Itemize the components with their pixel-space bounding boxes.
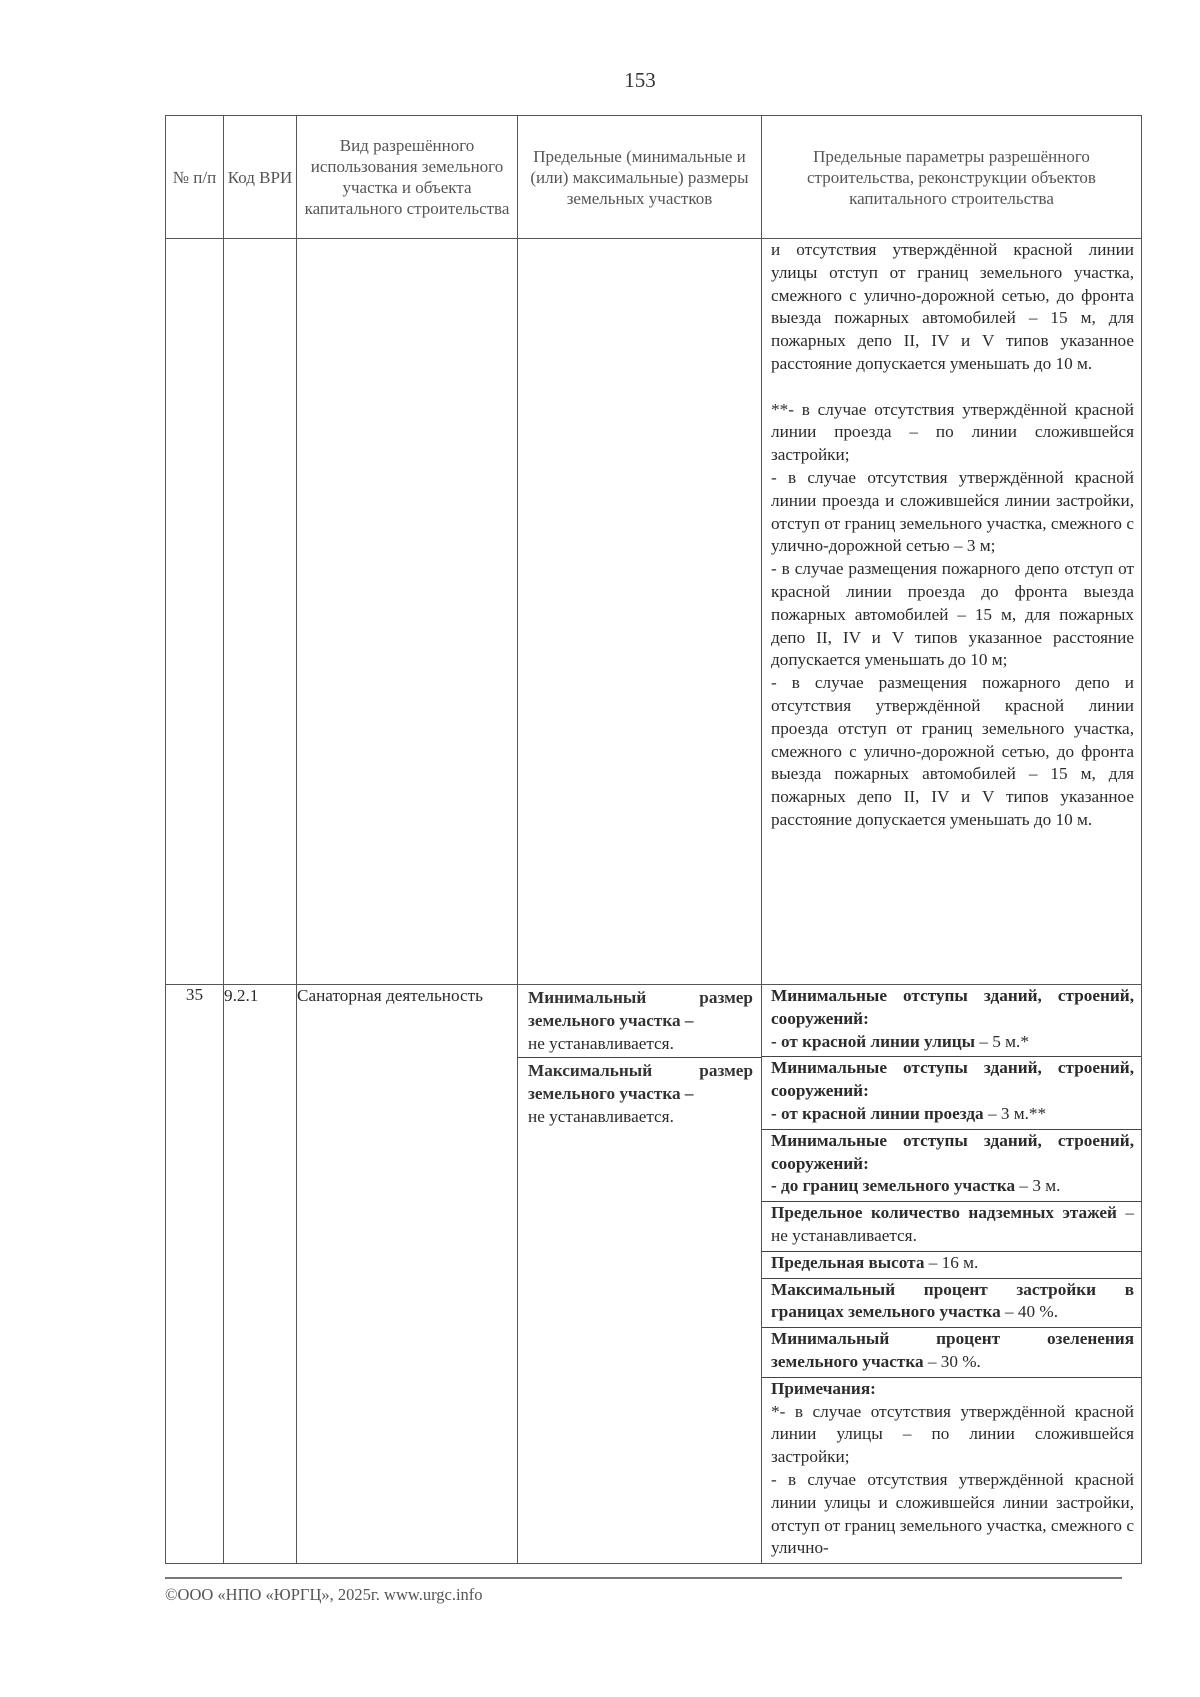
row-code: 9.2.1: [224, 985, 297, 1564]
table-row-35: [166, 985, 1142, 1564]
param-floors: [762, 1202, 1141, 1252]
param-setback-boundary: [762, 1130, 1141, 1202]
notes-block: [762, 1378, 1141, 1563]
header-num: № п/п: [166, 116, 224, 239]
cont-paragraph-3: - в случае отсутствия утверждённой красной линии проезда и сложившейся линии застройки, отступ от границ земельного участка, смежного с улично-дорожной сетью – 3 м;: [771, 467, 1134, 556]
note-1: *- в случае отсутствия утверждённой красной линии улицы – по линии сложившейся застройки;: [771, 1401, 1134, 1467]
param-sub: - от красной линии проезда: [771, 1103, 984, 1123]
param-heading: Минимальные отступы зданий, строений, сооружений:: [771, 1058, 1134, 1101]
row-sizes-cell: [518, 985, 762, 1564]
cont-code-cell: [224, 239, 297, 985]
param-heading: Минимальный процент озеленения земельного участка: [771, 1329, 1134, 1371]
cont-kind-cell: [297, 239, 518, 985]
param-sub: - до границ земельного участка: [771, 1176, 1016, 1196]
header-sizes: Предельные (минимальные и (или) максимальные) размеры земельных участков: [518, 116, 762, 239]
param-setback-street: [762, 985, 1141, 1057]
min-size-block: [518, 985, 761, 1058]
notes-title: Примечания:: [771, 1378, 876, 1398]
param-value: – 30 %.: [923, 1351, 981, 1371]
regulations-table: [165, 115, 1142, 1564]
note-2: - в случае отсутствия утверждённой красной линии улицы и сложившейся линии застройки, отступ от границ земельного участка, смежного с улично-: [771, 1469, 1134, 1558]
param-height: [762, 1252, 1141, 1279]
footer-divider: [165, 1577, 1122, 1579]
param-coverage: [762, 1279, 1141, 1329]
row-params-cell: [762, 985, 1142, 1564]
footer-copyright: ©ООО «НПО «ЮРГЦ», 2025г. www.urgc.info: [165, 1585, 483, 1604]
param-heading: Предельное количество надземных этажей: [771, 1203, 1117, 1223]
param-value: – 5 м.*: [975, 1031, 1029, 1051]
cont-paragraph-2: **- в случае отсутствия утверждённой красной линии проезда – по линии сложившейся застройки;: [771, 399, 1134, 465]
param-setback-driveway: [762, 1057, 1141, 1129]
param-heading: Минимальные отступы зданий, строений, сооружений:: [771, 1130, 1134, 1173]
cont-paragraph-4: - в случае размещения пожарного депо отступ от красной линии проезда до фронта выезда пожарных автомобилей – 15 м, для пожарных депо II, IV и V типов указанное расстояние допускается уменьшать до 10 м;: [771, 559, 1134, 670]
row-num: 35: [166, 985, 224, 1564]
max-size-heading: Максимальный размер земельного участка –: [528, 1061, 753, 1104]
param-heading: Предельная высота: [771, 1252, 925, 1272]
table-row-continuation: [166, 239, 1142, 985]
min-size-heading: Минимальный размер земельного участка –: [528, 988, 753, 1030]
page-number: 153: [624, 68, 656, 92]
param-value: – 40 %.: [1000, 1302, 1059, 1322]
cont-params-cell: [762, 239, 1142, 985]
param-heading: Максимальный процент застройки в границах земельного участка: [771, 1279, 1134, 1322]
param-value: – 16 м.: [924, 1252, 979, 1272]
max-size-block: [518, 1058, 761, 1130]
param-heading: Минимальные отступы зданий, строений, сооружений:: [771, 986, 1134, 1028]
cont-paragraph-1: и отсутствия утверждённой красной линии улицы отступ от границ земельного участка, смежного с улично-дорожной сетью, до фронта выезда пожарных автомобилей – 15 м, для пожарных депо II, IV и V типов указанное расстояние допускается уменьшать до 10 м.: [771, 240, 1134, 373]
min-size-value: не устанавливается.: [528, 1033, 674, 1053]
header-code: Код ВРИ: [224, 116, 297, 239]
param-sub: - от красной линии улицы: [771, 1031, 976, 1051]
cont-num-cell: [166, 239, 224, 985]
param-value: – 3 м.: [1015, 1176, 1061, 1196]
cont-paragraph-5: - в случае размещения пожарного депо и отсутствия утверждённой красной линии проезда отступ от границ земельного участка, смежного с улично-дорожной сетью, до фронта выезда пожарных автомобилей – 15 м, для пожарных депо II, IV и V типов указанное расстояние допускается уменьшать до 10 м.: [771, 673, 1134, 829]
blank-line: [762, 376, 1141, 399]
param-greening: [762, 1328, 1141, 1378]
row-kind: Санаторная деятельность: [297, 985, 518, 1564]
header-params: Предельные параметры разрешённого строительства, реконструкции объектов капитального строительства: [762, 116, 1142, 239]
param-value: – не устанавливается.: [771, 1203, 1134, 1245]
cont-sizes-cell: [518, 239, 762, 985]
param-value: – 3 м.**: [983, 1103, 1047, 1123]
table-header-row: [166, 116, 1142, 239]
header-kind: Вид разрешённого использования земельного участка и объекта капитального строительства: [297, 116, 518, 239]
max-size-value: не устанавливается.: [528, 1106, 674, 1126]
